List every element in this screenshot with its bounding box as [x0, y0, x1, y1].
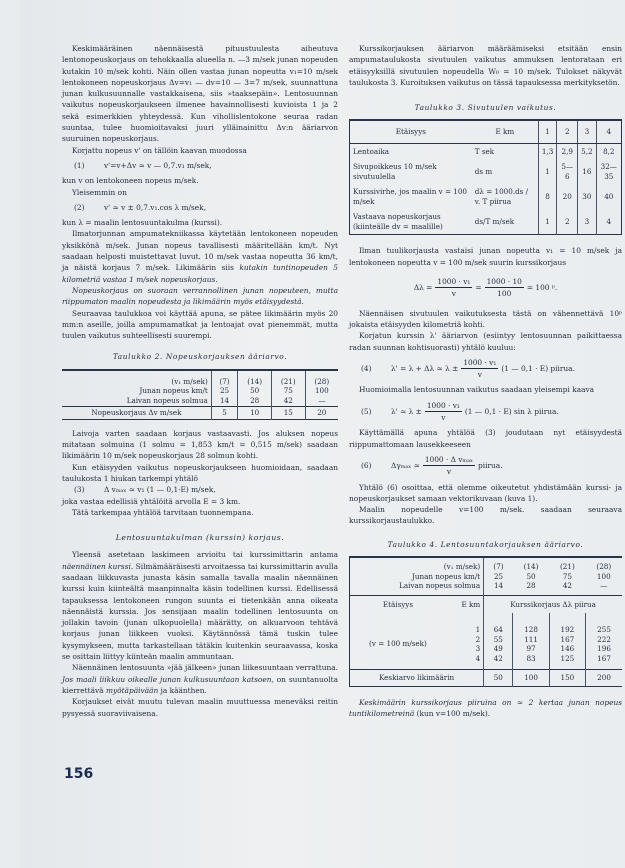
- table-3-caption: Taulukko 3. Sivutuulen vaikutus.: [414, 103, 557, 113]
- table-cell: (14) 50 28: [238, 370, 272, 407]
- paragraph: Yhtälö (6) osoittaa, että olemme oikeutetut yhdistämään kurssi- ja nopeuskorjaukset samaan vektorikuvaan (kuva 1).: [349, 482, 622, 503]
- table-row: [350, 613, 623, 670]
- table-row: [350, 670, 623, 687]
- paragraph: Keskimääräinen näennäisestä pituustuulesta aiheutuva lentonopeuskorjaus on tehokkaalla alueella n. —3 m/sek junan nopeuden kutakin 10 m/sek kohti. Näin ollen vastaa junan nopeutta v₁=10 m/sek lentokoneen nopeuskorjaus Δv=v₁ — dv=10 — 3=7 m/sek, suunnattuna junan kulkusuunnalle vastakkaisena, siis »taaksepäin». Lentosuunnan vaikutus nopeuskorjaukseen ilmenee havainnollisesti kuvioista 1 ja 2 sekä esimerkkien yhteydessä. Kun vihollislentokone seuraa radan suuntaa, tulee huomioitavaksi juuri ylläinainittu Δv:n ääriarvon suuruinen nopeuskorjaus.: [62, 44, 338, 144]
- table-cell: 1: [538, 209, 556, 235]
- equation-delta-lambda: Δλ = $\frac{\text{1000 · v₁}}{v}$ = $\frac{1000 \cdot 10}{100}$ = 100 ᵖ.: [413, 277, 558, 299]
- table-cell: 1: [538, 159, 556, 184]
- equation-body: v' ≃ v ± 0,7.v₁.cos λ m/sek,: [104, 202, 207, 212]
- table-cell: (7) 25 14: [211, 370, 238, 407]
- table-row: [350, 557, 623, 595]
- label: Laivan nopeus solmua: [126, 395, 208, 405]
- table-cell: 5: [211, 407, 238, 420]
- table-cell: 16: [578, 159, 596, 184]
- table-cell: (14) 50 28: [523, 562, 539, 591]
- table-cell: Vastaava nopeuskorjaus (kiinteälle dv = maalille): [353, 212, 443, 231]
- equation-3: [62, 484, 338, 495]
- column-header: 4: [596, 120, 621, 143]
- row-label: Keskiarvo likimäärin: [350, 670, 484, 687]
- table-row: [350, 143, 622, 159]
- distance-cell: 1 2 3 4: [475, 625, 481, 663]
- table-cell: 4: [596, 209, 621, 235]
- paragraph: [62, 228, 338, 284]
- paragraph: Näennäinen lentosuunta »jää jälkeen» junan liikesuuntaan verrattuna. Jos maali liikkuu oikealle junan kulkusuuntaan katsoen, on suuntanuolta kierrettävä myötäpäivään ja käänthen.: [62, 663, 338, 695]
- paragraph: Huomioimalla lentosuunnan vaikutus saadaan yleisempi kaava: [359, 385, 595, 395]
- table-cell: 8,2: [596, 143, 621, 159]
- table-cell: 64 55 49 42: [484, 613, 513, 670]
- paragraph: Kun etäisyyden vaikutus nopeuskorjaukseen huomioidaan, saadaan taulukosta 1 hiukan tarkempi yhtälö: [62, 462, 338, 483]
- table-3: [349, 119, 622, 235]
- paragraph: joka vastaa edellisiä yhtälöitä arvolla E = 3 km.: [62, 496, 241, 506]
- table-row: [62, 370, 338, 407]
- table-cell: 3: [578, 209, 596, 235]
- paragraph: Näennäisen sivutuulen vaikutuksesta tästä on vähennettävä 10ᵖ jokaista etäisyyden kilometriä kohti.: [349, 308, 622, 329]
- equation-1: [62, 160, 338, 171]
- table-row: [62, 407, 338, 420]
- label: Junan nopeus km/t: [139, 386, 208, 396]
- table-cell: 30: [578, 184, 596, 209]
- paragraph: Tätä tarkempaa yhtälöä tarvitaan tuonnempana.: [72, 507, 254, 517]
- paragraph: Korjattu nopeus v' on tällöin kaavan muodossa: [72, 145, 247, 155]
- equation-number: (2): [74, 202, 85, 212]
- table-cell: 40: [596, 184, 621, 209]
- table-cell: 50: [484, 670, 513, 687]
- paragraph: Korjaukset eivät muutu tulevan maalin muuttuessa meneväksi reitin pysyessä suoraviivaisena.: [62, 697, 338, 718]
- equation-2: [62, 202, 338, 213]
- text: Ilmatorjunnan ampumatekniikassa käytetään lentokoneen nopeuden yksikkönä m/sek. Junan nopeus tavallisesti määritellään km/t. Nyt saadaan helposti muistettavat luvut. 10 m/sek vastaa nopeutta 36 km/t, ja näistä korjaus 7 m/sek. Likimäärin siis: [62, 229, 338, 273]
- table-cell: 10: [238, 407, 272, 420]
- table-cell: 192 167 146 125: [549, 613, 585, 670]
- paragraph: kun λ = maalin lentosuuntakulma (kurssi).: [62, 218, 223, 228]
- table-cell: Kurssivirhe, jos maalin v = 100 m/sek: [353, 187, 467, 206]
- equation-number: (1): [74, 160, 85, 170]
- table-cell: 2,9: [557, 143, 578, 159]
- table-row: [350, 159, 622, 184]
- table-cell: 32—35: [596, 159, 621, 184]
- row-label: (v = 100 m/sek): [369, 639, 427, 649]
- table-cell: 2: [557, 209, 578, 235]
- paragraph: Yleisemmin on: [72, 187, 127, 197]
- table-4: [349, 556, 622, 687]
- table-cell: 150: [549, 670, 585, 687]
- column-header: 2: [557, 120, 578, 143]
- right-column: [349, 43, 622, 719]
- paragraph: Nopeuskorjaus on suoraan verrannollinen junan nopeuteen, mutta riippumaton maalin nopeudesta ja likimäärin myös etäisyydestä.: [62, 285, 338, 307]
- table-cell: 20: [305, 407, 338, 420]
- table-cell: Lentoaika: [353, 146, 390, 156]
- column-header: E km: [472, 120, 539, 143]
- column-header: Etäisyys: [350, 595, 446, 613]
- column-header: Etäisyys: [350, 120, 472, 143]
- table-cell: 128 111 97 83: [513, 613, 549, 670]
- table-cell: 100: [513, 670, 549, 687]
- table-cell: (21) 75 42: [271, 370, 305, 407]
- column-header: 3: [578, 120, 596, 143]
- column-header: E km: [446, 595, 484, 613]
- left-column: [62, 43, 338, 719]
- equation-5: (5) λ' ≃ λ ± $\frac{\text{1000 · v₁}}{v}$ (1 — 0,1 · E) sin λ piirua.: [361, 400, 559, 423]
- row-label: Nopeuskorjaus Δv m/sek: [62, 407, 211, 420]
- table-cell: 1,3: [538, 143, 556, 159]
- equation-body: Δ vₘₐₓ ≃ v₁ (1 — 0,1·E) m/sek,: [104, 485, 216, 495]
- equation-body: v'=v+Δv ≃ v — 0,7.v₁ m/sek,: [104, 160, 212, 170]
- table-cell: T sek: [474, 146, 495, 156]
- table-2: [62, 369, 338, 420]
- row-labels: [62, 370, 211, 407]
- label: (v₁ m/sek): [171, 376, 208, 386]
- table-cell: (7) 25 14: [484, 557, 513, 595]
- paragraph: Laivoja varten saadaan korjaus vastaavasti. Jos aluksen nopeus mitataan solmuina (1 solmu = 1,853 km/t = 0,515 m/sek) saadaan likimäärin 10 m/sek nopeuskorjaus 28 solmun kohti.: [62, 428, 338, 461]
- emphasis: Keskimäärin kurssikorjaus piiruina on ≈ 2 kertaa junan nopeus tuntikilometreinä: [349, 697, 622, 718]
- paragraph: Korjatun kurssin λ' ääriarvon (esiintyy lentosuunnan paikittaessa radan suunnan kohtisuorasti) yhtälö kuuluu:: [349, 331, 622, 352]
- table-cell: 20: [557, 184, 578, 209]
- column-header: 1: [538, 120, 556, 143]
- table-cell: 15: [271, 407, 305, 420]
- paragraph: Keskimäärin kurssikorjaus piiruina on ≈ 2 kertaa junan nopeus tuntikilometreinä (kun v=100 m/sek).: [349, 697, 622, 718]
- paragraph: Käyttämällä apuna yhtälöä (3) joudutaan nyt etäisyydestä riippumattomaan lausekkeeseen: [349, 428, 622, 449]
- table-cell: 255 222 196 167: [586, 613, 622, 670]
- emphasis: kutakin tuntinopeuden 5 kilometriä vastaa 1 m/sek nopeuskorjaus.: [62, 263, 338, 284]
- paragraph: kun v on lentokoneen nopeus m/sek.: [62, 176, 199, 186]
- table-header-row: [350, 120, 622, 143]
- equation-4: (4) λ' = λ + Δλ ≃ λ ± $\frac{\text{1000 · v₁}}{v}$ (1 — 0,1 · E) piirua.: [361, 357, 575, 380]
- table-cell: (21) 75 42: [560, 562, 575, 591]
- table-2-caption: Taulukko 2. Nopeuskorjauksen ääriarvo.: [112, 352, 288, 362]
- section-heading: Lentosuuntakulman (kurssin) korjaus.: [115, 533, 285, 543]
- equation-6: (6) Δγₘₐₓ ≃ $\frac{\text{1000 · Δ vₘₐₓ}}{v}$ piirua.: [361, 454, 503, 477]
- table-cell: ds/T m/sek: [474, 217, 515, 227]
- table-cell: 5—6: [557, 159, 578, 184]
- emphasis: Jos maali liikkuu oikealle junan kulkusuuntaan katsoen,: [62, 674, 274, 684]
- paragraph: Ilman tuulikorjausta vastaisi junan nopeutta v₁ = 10 m/sek ja lentokoneen nopeutta v = 100 m/sek suurin kurssikorjaus: [349, 246, 622, 267]
- table-cell: dλ = 1000.ds / v. T piirua: [474, 187, 529, 206]
- paragraph: Kurssikorjauksen ääriarvon määräämiseksi etsitään ensin ampumataulukosta sivutuulen vaikutus ammuksen lentorataan eri etäisyyksillä sivutuulen nopeudella W₀ = 10 m/sek. Tulokset näkyvät taulukosta 3. Kuroituksen vaikutus on tässä tapauksessa merkityksetön.: [349, 44, 622, 87]
- table-cell: (28) 100 —: [305, 370, 338, 407]
- table-cell: Sivupoikkeus 10 m/sek sivutuulella: [353, 162, 437, 181]
- row-labels: (v₁ m/sek) Junan nopeus km/t Laivan nopeus solmua: [399, 562, 481, 591]
- paragraph: Seuraavaa taulukkoa voi käyttää apuna, se pätee likimäärin myös 20 mm:n aseille, joilla ampumamatkat ja lentoajat ovat pienemmät, mutta tuulen vaikutus suhteellisesti suurempi.: [62, 308, 338, 341]
- page-number: 156: [64, 766, 94, 782]
- equation-number: (3): [74, 485, 85, 495]
- table-4-caption: Taulukko 4. Lentosuuntakorjauksen ääriarvo.: [387, 539, 584, 549]
- table-row: [350, 209, 622, 235]
- column-header: Kurssikorjaus Δλ piirua: [484, 595, 622, 613]
- paragraph: Maalin nopeudelle v=100 m/sek. saadaan seuraava kurssikorjaustaulukko.: [349, 505, 622, 526]
- table-cell: ds m: [474, 167, 493, 177]
- paragraph: Yleensä asetetaan laskimeen arvioitu tai kurssimittarin antama näennäinen kurssi. Silmämääräisesti arvoitaessa tai kurssimittarin avulla saadaan liikkuvasta junasta käsin samalla tavalla maalin näennäinen kurssi kuin kiinteältä maanpinnalta käsin todellinen kurssi. Edellisessä tapauksessa lentokoneen rungon suunta ei tietenkään anna oikeata näennäistä kurssia. Jos sensijaan maalin todellinen lentosuunta on jollakin tavoin (junan ulkopuolella) määrätty, on alkuarvoon tehtävä korjaus junan liikkeen vuoksi. Käytännössä tämä tuskin tulee kysymykseen, mutta tarkastellaan tätäkin kuitenkin seuraavassa, koska se osittain liittyy kiinteän maalin ammuntaan.: [62, 550, 338, 662]
- table-header-row: [350, 595, 623, 613]
- table-row: [350, 184, 622, 209]
- table-cell: (28) 100 —: [596, 562, 612, 591]
- table-cell: 200: [586, 670, 622, 687]
- emphasis: myötäpäivään: [105, 685, 159, 695]
- emphasis: näennäinen kurssi.: [62, 561, 134, 571]
- table-cell: 8: [538, 184, 556, 209]
- table-cell: 5,2: [578, 143, 596, 159]
